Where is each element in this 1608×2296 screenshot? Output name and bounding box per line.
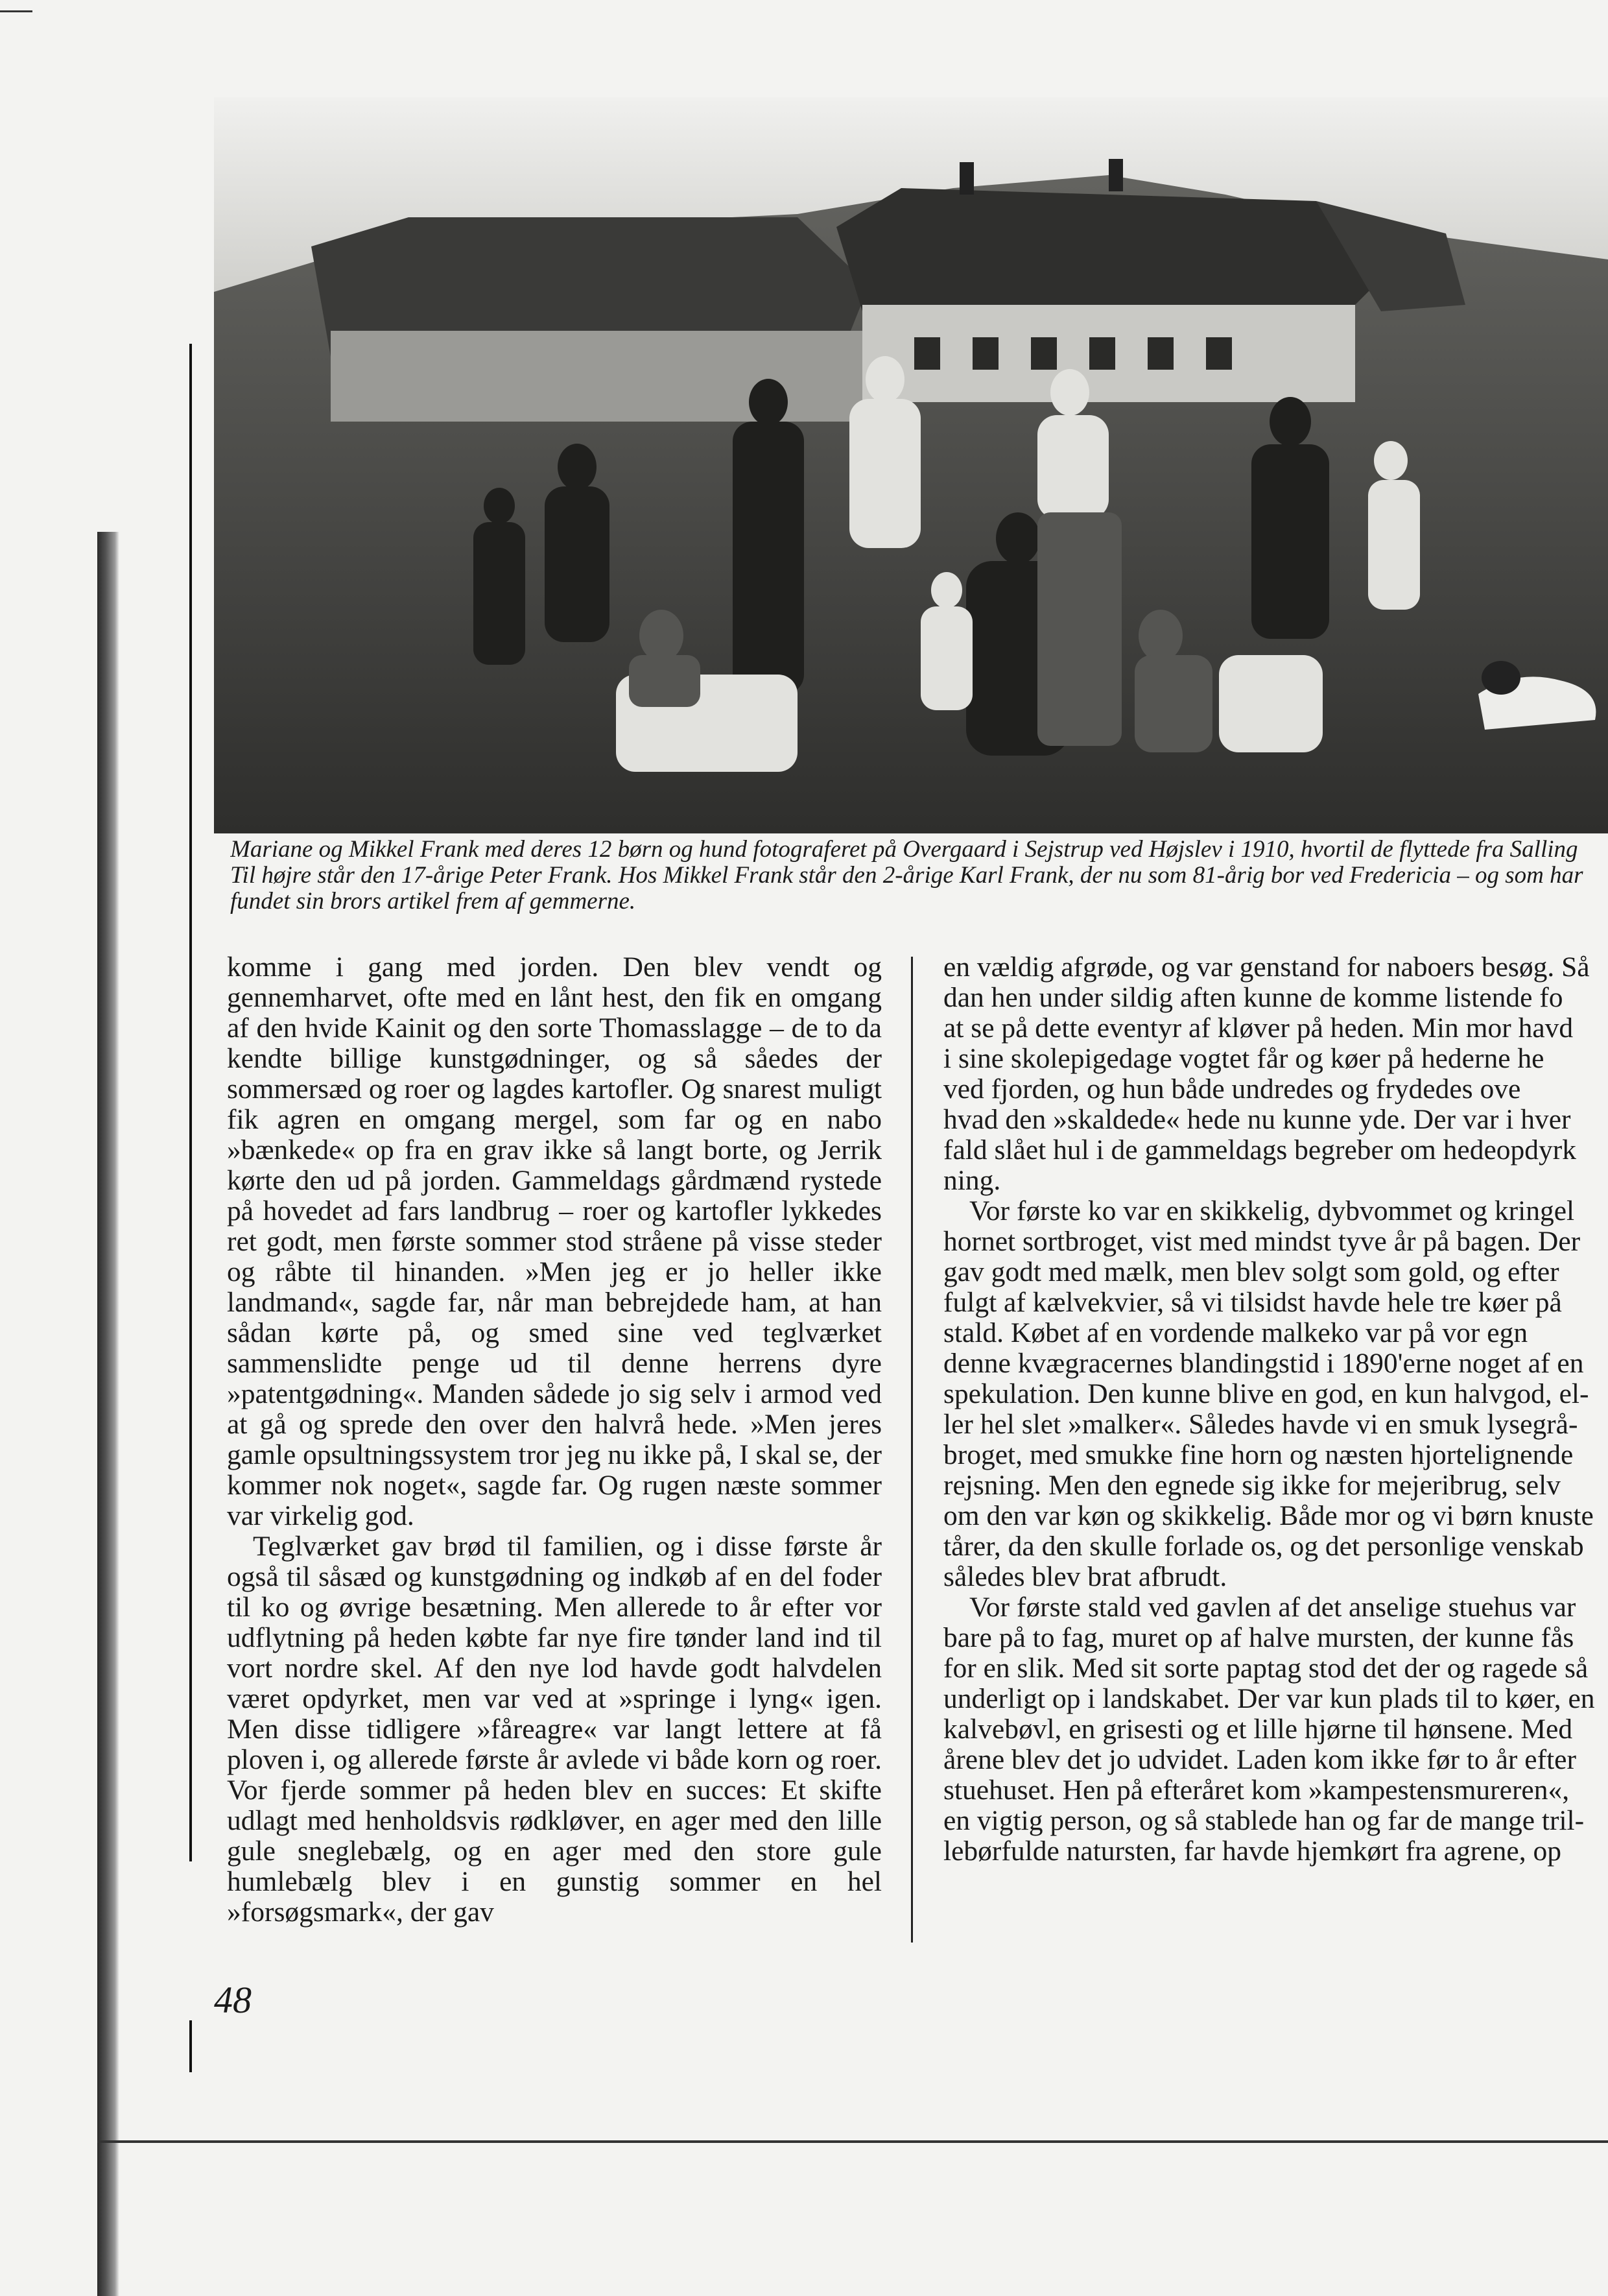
- column-divider: [911, 957, 913, 1943]
- text-line: årene blev det jo udvidet. Laden kom ikke før to år efter: [943, 1744, 1576, 1775]
- text-line: underligt op i landskabet. Der var kun plads til to køer, en: [943, 1683, 1595, 1714]
- text-line: fald slået hul i de gammeldags begreber om hedeopdyrk: [943, 1134, 1577, 1166]
- caption-line: Til højre står den 17-årige Peter Frank. Hos Mikkel Frank står den 2-årige Karl Frank, der nu som 81-årig bor ved Fredericia – og som har: [230, 862, 1583, 889]
- text-line: stald. Købet af en vordende malkeko var på vor egn: [943, 1317, 1528, 1348]
- text-line: spekulation. Den kunne blive en god, en kun halvgod, el-: [943, 1378, 1589, 1409]
- right-column: [943, 952, 1608, 1944]
- caption-line: fundet sin brors artikel frem af gemmerne.: [230, 888, 636, 915]
- text-line: Vor første ko var en skikkelig, dybvommet og kringel: [969, 1195, 1575, 1226]
- text-line: en vældig afgrøde, og var genstand for naboers besøg. Så: [943, 952, 1590, 983]
- scan-shadow-bottom: [97, 2140, 1608, 2143]
- family-photo-illustration: [214, 97, 1608, 833]
- text-line: en vigtig person, og så stablede han og far de mange tril-: [943, 1805, 1585, 1836]
- scan-shadow-left: [97, 532, 119, 2296]
- paragraph: Teglværket gav brød til familien, og i disse første år også til såsæd og kunstgødning og indkøb af en del foder til ko og øvrige besætning. Men allerede to år efter vor udflytning på heden købte far nye fire tønder land ind til vort nordre skel. Af den nye lod havde godt halvdelen været opdyrket, men var ved at »springe i lyng« igen. Men disse tidligere »fåreagre« var langt lettere at få ploven i, og allerede første år avlede vi både korn og roer. Vor fjerde sommer på heden blev en succes: Et skifte udlagt med henholdsvis rødkløver, en ager med den lille gule sneglebælg, og en ager med den store gule humlebælg blev i en gunstig sommer en hel »forsøgsmark«, der gav: [227, 1531, 882, 1928]
- text-line: i sine skolepigedage vogtet får og køer på hederne he: [943, 1043, 1544, 1074]
- text-line: broget, med smukke fine horn og næsten hjortelignende: [943, 1439, 1574, 1470]
- text-line: for en slik. Med sit sorte paptag stod det der og ragede så: [943, 1653, 1589, 1684]
- photo-caption: [230, 837, 1605, 915]
- caption-line: Mariane og Mikkel Frank med deres 12 børn og hund fotograferet på Overgaard i Sejstrup ved Højslev i 1910, hvortil de flyttede fra Salling: [230, 837, 1578, 863]
- text-line: dan hen under sildig aften kunne de komme listende fo: [943, 982, 1563, 1013]
- text-line: gav godt med mælk, men blev solgt som gold, og efter: [943, 1256, 1559, 1287]
- page-frame-left: [189, 344, 192, 1861]
- page-number: 48: [214, 1979, 252, 2021]
- text-line: om den var køn og skikkelig. Både mor og vi børn knuste: [943, 1500, 1594, 1531]
- text-line: tårer, da den skulle forlade os, og det personlige venskab: [943, 1531, 1584, 1562]
- text-line: at se på dette eventyr af kløver på heden. Min mor havd: [943, 1012, 1574, 1044]
- page-frame-bottom-left: [189, 2020, 192, 2072]
- left-column: [227, 952, 882, 1928]
- text-line: således blev brat afbrudt.: [943, 1561, 1227, 1592]
- text-line: ning.: [943, 1165, 1001, 1196]
- text-line: hvad den »skaldede« hede nu kunne yde. Der var i hver: [943, 1104, 1571, 1135]
- text-line: denne kvægracernes blandingstid i 1890'erne noget af en: [943, 1348, 1584, 1379]
- text-line: rejsning. Men den egnede sig ikke for mejeribrug, selv: [943, 1470, 1561, 1501]
- scan-mark: [0, 10, 32, 12]
- text-line: Vor første stald ved gavlen af det anselige stuehus var: [969, 1592, 1576, 1623]
- paragraph: komme i gang med jorden. Den blev vendt og gennemharvet, ofte med en lånt hest, den fik en omgang af den hvide Kainit og den sorte Thomasslagge – de to da kendte billige kunstgødninger, og så såedes der sommersæd og roer og lagdes kartofler. Og snarest muligt fik agren en omgang mergel, som far og en nabo »bænkede« op fra en grav ikke så langt borte, og Jerrik kørte den ud på jorden. Gammeldags gårdmænd rystede på hovedet ad fars landbrug – roer og kartofler lykkedes ret godt, men første sommer stod stråene på visse steder og råbte til hinanden. »Men jeg er jo heller ikke landmand«, sagde far, når man bebrejdede ham, at han sådan kørte på, og smed sine ved teglværket sammenslidte penge ud til denne herrens dyre »patentgødning«. Manden sådede jo sig selv i armod ved at gå og sprede den over den halvrå hede. »Men jeres gamle opsultningssystem tror jeg nu ikke på, I skal se, der kommer nok noget«, sagde far. Og rugen næste sommer var virkelig god.: [227, 952, 882, 1531]
- text-line: ler hel slet »malker«. Således havde vi en smuk lysegrå-: [943, 1409, 1578, 1440]
- text-line: ved fjorden, og hun både undredes og frydedes ove: [943, 1073, 1521, 1105]
- text-line: kalvebøvl, en grisesti og et lille hjørne til hønsene. Med: [943, 1714, 1573, 1745]
- text-line: fulgt af kælvekvier, så vi tilsidst havde hele tre køer på: [943, 1287, 1562, 1318]
- text-line: bare på to fag, muret op af halve mursten, der kunne fås: [943, 1622, 1574, 1653]
- text-line: stuehuset. Hen på efteråret kom »kampestensmureren«,: [943, 1775, 1570, 1806]
- text-line: hornet sortbroget, vist med mindst tyve år på bagen. Der: [943, 1226, 1581, 1257]
- family-photo: [214, 97, 1608, 833]
- text-line: lebørfulde natursten, far havde hjemkørt fra agrene, op: [943, 1836, 1561, 1867]
